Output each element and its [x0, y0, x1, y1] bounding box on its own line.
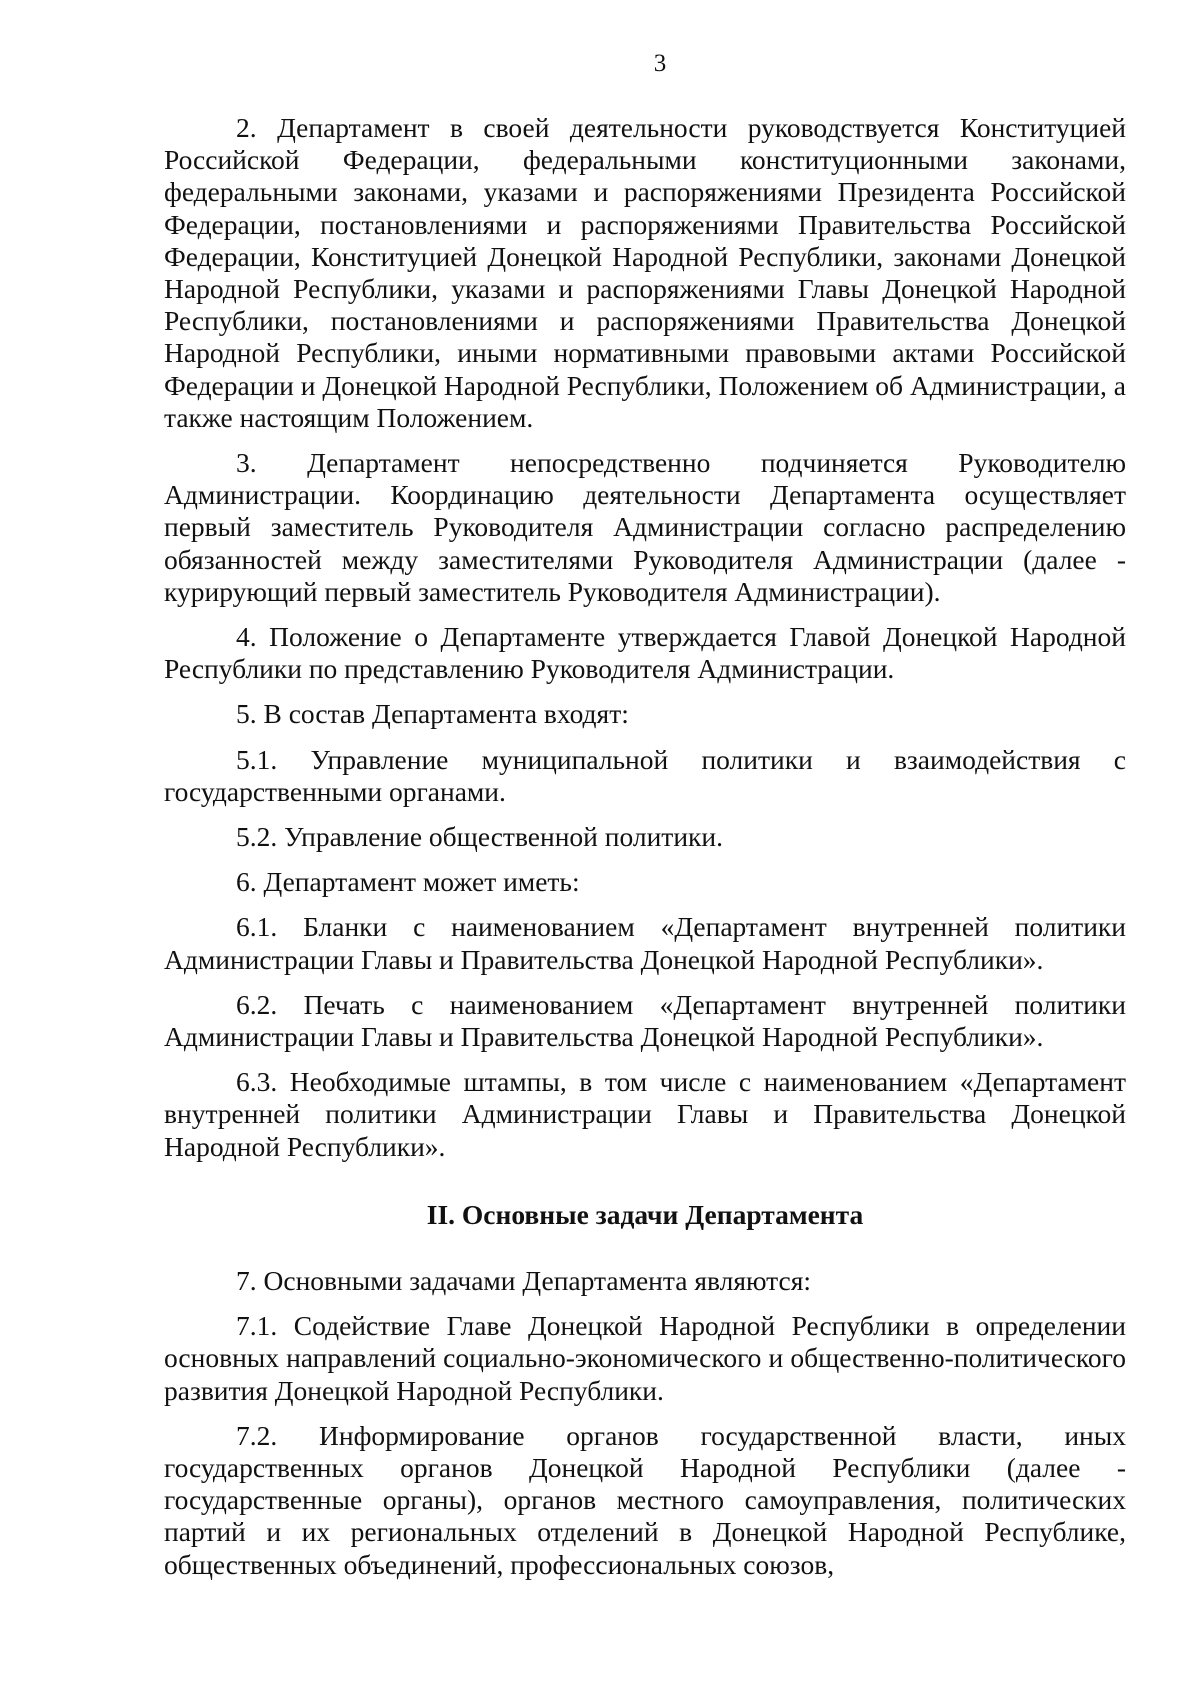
paragraph-2: 2. Департамент в своей деятельности руководствуется Конституцией Российской Федерации, федеральными конституционными законами, федеральными законами, указами и распоряжениями Президента Российской Федерации, постановлениями и распоряжениями Правительства Российской Федерации, Конституцией Донецкой Народной Республики, законами Донецкой Народной Республики, указами и распоряжениями Главы Донецкой Народной Республики, постановлениями и распоряжениями Правительства Донецкой Народной Республики, иными нормативными правовыми актами Российской Федерации и Донецкой Народной Республики, Положением об Администрации, а также настоящим Положением.: [164, 112, 1126, 433]
document-body: [164, 112, 1126, 1594]
paragraph-6-3: 6.3. Необходимые штампы, в том числе с наименованием «Департамент внутренней политики Администрации Главы и Правительства Донецкой Народной Республики».: [164, 1066, 1126, 1162]
paragraph-3: 3. Департамент непосредственно подчиняется Руководителю Администрации. Координацию деятельности Департамента осуществляет первый заместитель Руководителя Администрации согласно распределению обязанностей между заместителями Руководителя Администрации (далее - курирующий первый заместитель Руководителя Администрации).: [164, 447, 1126, 607]
section-heading: II. Основные задачи Департамента: [426, 1198, 864, 1230]
paragraph-5: 5. В состав Департамента входят:: [236, 698, 629, 730]
paragraph-5-2: 5.2. Управление общественной политики.: [236, 821, 723, 853]
paragraph-6-1: 6.1. Бланки с наименованием «Департамент внутренней политики Администрации Главы и Правительства Донецкой Народной Республики».: [164, 911, 1126, 975]
paragraph-6-2: 6.2. Печать с наименованием «Департамент внутренней политики Администрации Главы и Правительства Донецкой Народной Республики».: [164, 988, 1126, 1053]
paragraph-6: 6. Департамент может иметь:: [236, 866, 580, 898]
paragraph-7-1: 7.1. Содействие Главе Донецкой Народной Республики в определении основных направлений социально-экономического и общественно-политического развития Донецкой Народной Республики.: [164, 1310, 1126, 1406]
paragraph-7-2: 7.2. Информирование органов государственной власти, иных государственных органов Донецкой Народной Республики (далее - государственные органы), органов местного самоуправления, политических партий и их региональных отделений в Донецкой Народной Республике, общественных объединений, профессиональных союзов,: [164, 1419, 1126, 1580]
paragraph-5-1: 5.1. Управление муниципальной политики и взаимодействия с государственными органами.: [164, 743, 1126, 807]
paragraph-4: 4. Положение о Департаменте утверждается Главой Донецкой Народной Республики по представлению Руководителя Администрации.: [164, 621, 1126, 685]
paragraph-7: 7. Основными задачами Департамента являются:: [236, 1264, 812, 1296]
page-number: 3: [653, 50, 667, 77]
